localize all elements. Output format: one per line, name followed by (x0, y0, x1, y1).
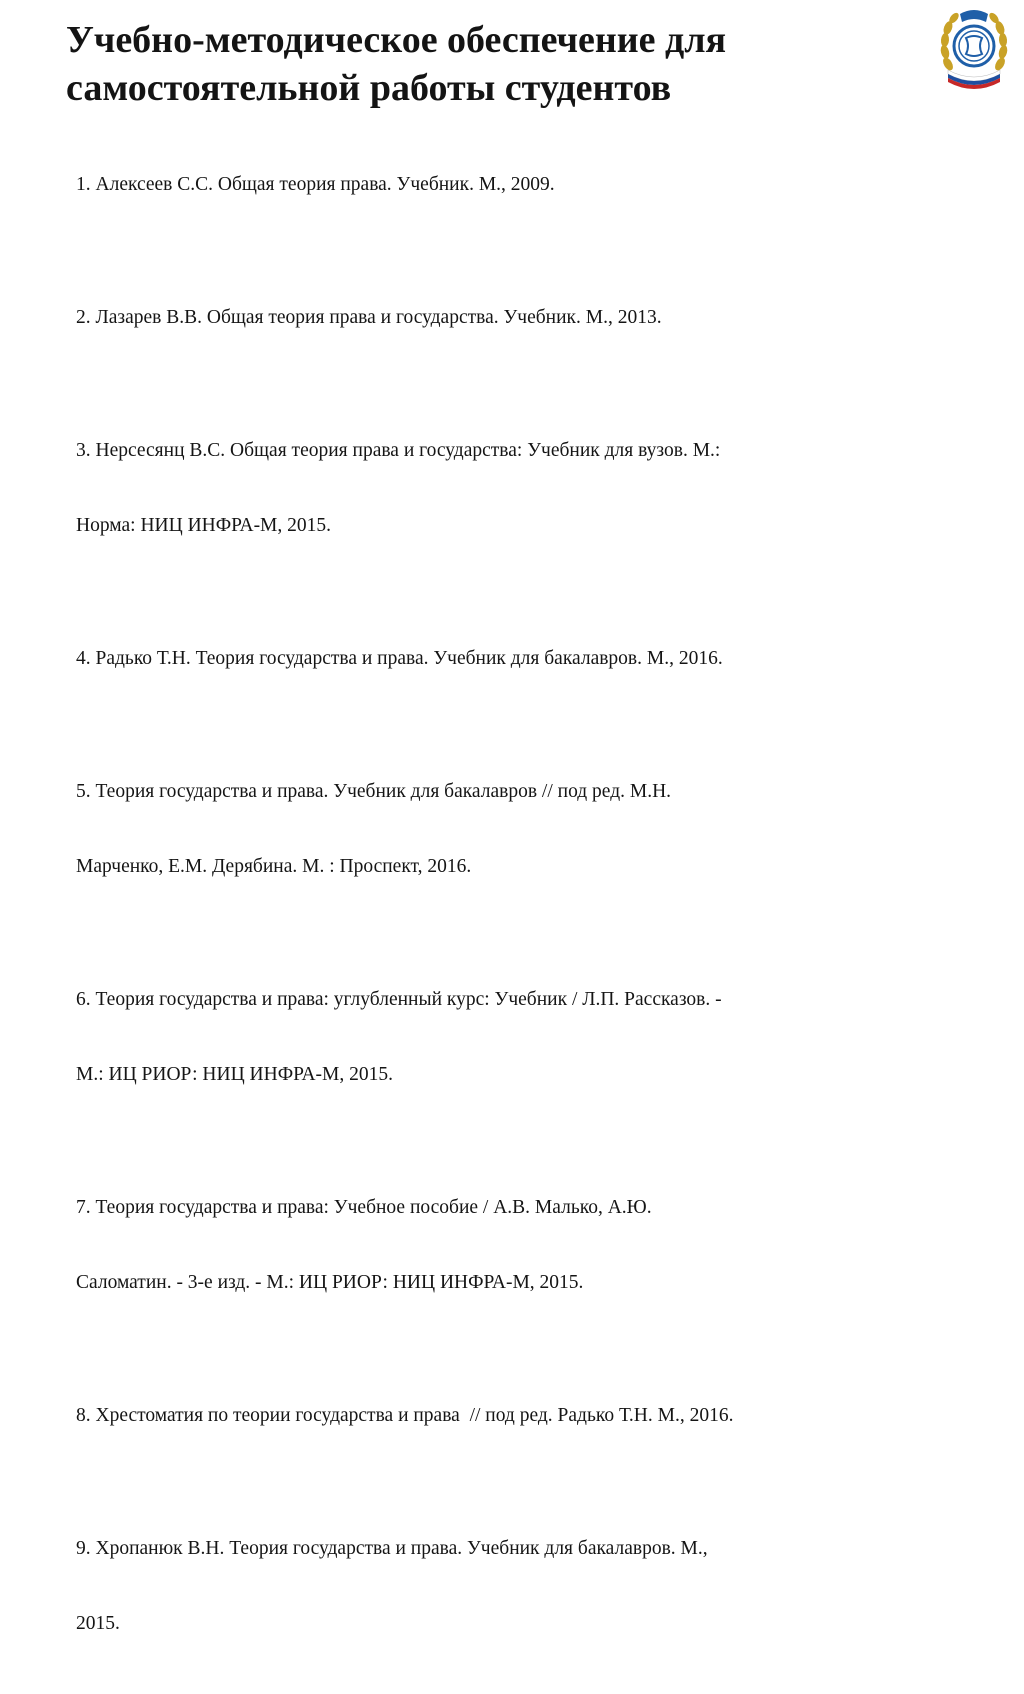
slide-title (66, 16, 926, 112)
bibliography-item (76, 729, 956, 929)
bibliography-item-line: 3. Нерсесянц В.С. Общая теория права и государства: Учебник для вузов. М.: (76, 440, 721, 461)
bibliography-item-line: Норма: НИЦ ИНФРА-М, 2015. (76, 515, 332, 536)
bibliography-item-line: Саломатин. - 3-е изд. - М.: ИЦ РИОР: НИЦ ИНФРА-М, 2015. (76, 1272, 584, 1293)
bibliography-list (76, 122, 956, 1694)
bibliography-item-line: 5. Теория государства и права. Учебник для бакалавров // под ред. М.Н. (76, 781, 672, 802)
slide-title-line: самостоятельной работы студентов (66, 67, 672, 109)
bibliography-item-line: 6. Теория государства и права: углубленный курс: Учебник / Л.П. Рассказов. - (76, 989, 722, 1010)
bibliography-item-line: 2015. (76, 1613, 120, 1634)
bibliography-item (76, 1486, 956, 1686)
bibliography-item (76, 1353, 956, 1478)
bibliography-item-line: 9. Хропанюк В.Н. Теория государства и права. Учебник для бакалавров. М., (76, 1538, 708, 1559)
bibliography-item (76, 122, 956, 247)
bibliography-item-line: Марченко, Е.М. Дерябина. М. : Проспект, 2016. (76, 856, 472, 877)
bibliography-item-line: 1. Алексеев С.С. Общая теория права. Учебник. М., 2009. (76, 174, 555, 195)
bibliography-item (76, 388, 956, 588)
slide-title-line: Учебно-методическое обеспечение для (66, 19, 727, 61)
bibliography-item (76, 596, 956, 721)
bibliography-item (76, 1145, 956, 1345)
bibliography-item-line: 4. Радько Т.Н. Теория государства и права. Учебник для бакалавров. М., 2016. (76, 648, 723, 669)
bibliography-item-line: М.: ИЦ РИОР: НИЦ ИНФРА-М, 2015. (76, 1064, 393, 1085)
bibliography-item (76, 937, 956, 1137)
university-emblem-icon (938, 4, 1010, 94)
bibliography-item (76, 255, 956, 380)
bibliography-item-line: 8. Хрестоматия по теории государства и права // под ред. Радько Т.Н. М., 2016. (76, 1405, 734, 1426)
bibliography-item-line: 2. Лазарев В.В. Общая теория права и государства. Учебник. М., 2013. (76, 307, 662, 328)
bibliography-item-line: 7. Теория государства и права: Учебное пособие / А.В. Малько, А.Ю. (76, 1197, 652, 1218)
